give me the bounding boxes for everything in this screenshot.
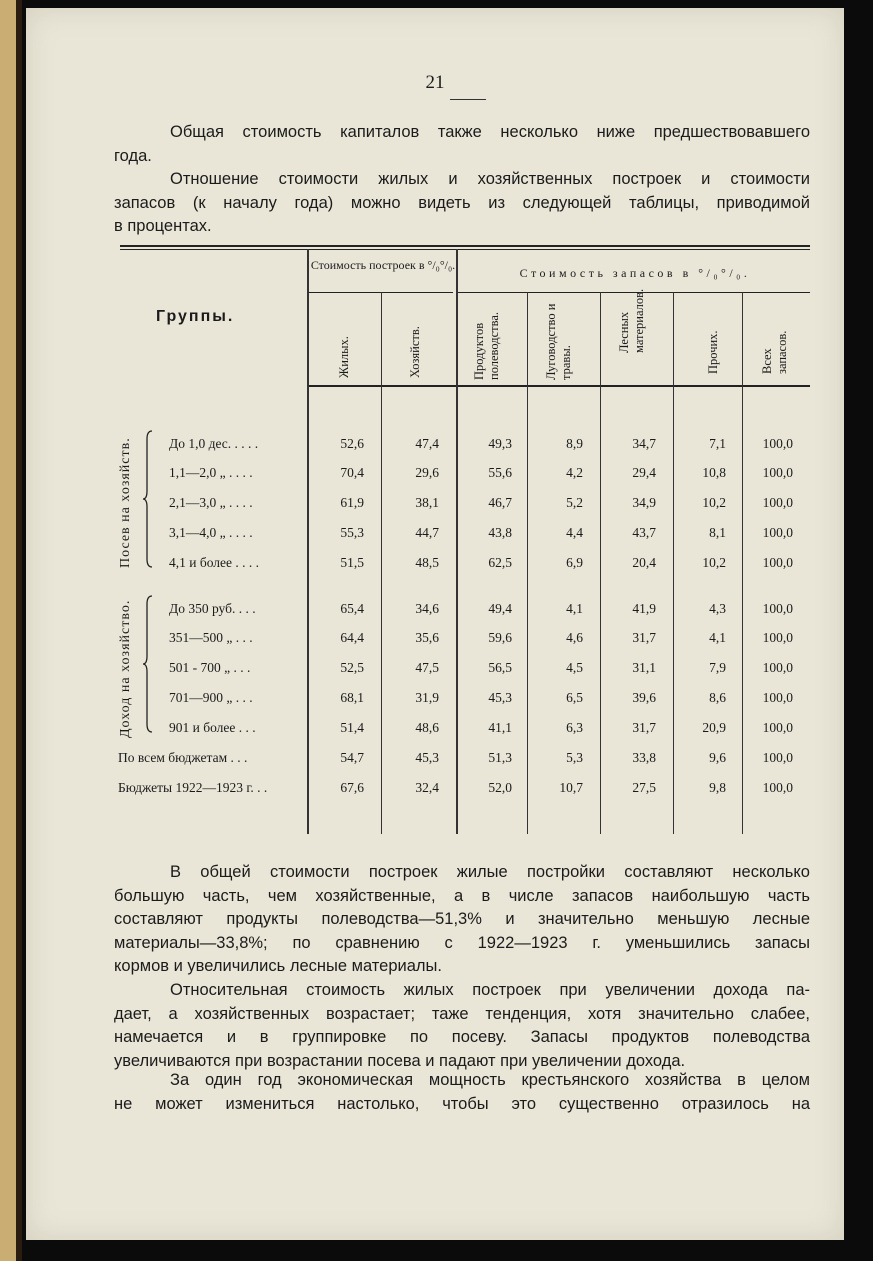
table-cell: 100,0 [762,436,793,451]
col-header-other: Прочих. [706,330,720,374]
text-line: В общей стоимости построек жилые постройки составляют несколько [170,863,810,881]
col-header-residential: Жилых. [337,336,351,378]
groups-header: Группы. [156,308,235,325]
book-page [26,8,844,1240]
row-label: До 350 руб. . . . [169,601,256,616]
table-cell: 8,6 [709,690,726,705]
table-cell: 4,1 [709,630,726,645]
group-label-sowing: Посев на хозяйств. [118,437,133,568]
row-label: 2,1—3,0 „ . . . . [169,495,253,510]
text-line: не может измениться настолько, чтобы это существенно отразилось на [114,1094,810,1113]
table-cell: 4,2 [566,465,583,480]
table-cell: 65,4 [340,601,364,616]
table-cell: 43,7 [632,525,656,540]
book-spine-edge [0,0,22,1261]
row-label: 3,1—4,0 „ . . . . [169,525,253,540]
table-cell: 100,0 [762,750,793,765]
table-cell: 46,7 [488,495,512,510]
table-cell: 51,3 [488,750,512,765]
table-cell: 4,3 [709,601,726,616]
col-header-timber-text: Лесных материалов. [617,288,646,353]
table-cell: 100,0 [762,780,793,795]
table-cell: 100,0 [762,555,793,570]
table-cell: 7,9 [709,660,726,675]
row-label: До 1,0 дес. . . . . [169,436,259,451]
table-cell: 10,2 [702,495,726,510]
table-cell: 52,6 [340,436,364,451]
table-cell: 68,1 [340,690,364,705]
table-cell: 43,8 [488,525,512,540]
table-cell: 10,8 [702,465,726,480]
table-cell: 45,3 [488,690,512,705]
table-cell: 100,0 [762,465,793,480]
col-header-total-stocks-text: Всех запасов. [760,330,789,374]
table-cell: 62,5 [488,555,512,570]
row-label: 501 - 700 „ . . . [169,660,251,675]
table-cell: 38,1 [415,495,439,510]
text-line: года. [114,146,152,165]
text-line: в процентах. [114,217,212,235]
table-cell: 20,4 [632,555,656,570]
text-line: увеличиваются при возрастании посева и падают при увеличении дохода. [114,1051,686,1070]
table-cell: 10,7 [559,780,583,795]
table-top-rule [120,245,810,247]
table-cell: 6,3 [566,720,583,735]
row-label: 901 и более . . . [169,720,256,735]
table-cell: 49,4 [488,601,512,616]
col-divider [456,249,458,834]
group-label-income: Доход на хозяйство. [118,599,133,738]
analysis-paragraph-1 [114,861,810,979]
table-top-rule-thin [120,249,810,250]
table-cell: 10,2 [702,555,726,570]
col-header-farm: Хозяйств. [408,326,422,378]
text-line: дает, а хозяйственных возрастает; таже тенденция, хотя значительно слабее, [114,1004,810,1023]
table-cell: 48,5 [415,555,439,570]
table-cell: 32,4 [415,780,439,795]
table-cell: 4,4 [566,525,583,540]
text-line: материалы—33,8%; по сравнению с 1922—1923 г. уменьшились запасы [114,933,810,952]
text-line: составляют продукты полеводства—51,3% и значительно меньшую лесные [114,910,810,928]
table-cell: 27,5 [632,780,656,795]
table-cell: 100,0 [762,601,793,616]
table-cell: 29,6 [415,465,439,480]
row-label: Бюджеты 1922—1923 г. . . [118,780,268,795]
table-cell: 61,9 [340,495,364,510]
table-cell: 34,6 [415,601,439,616]
table-cell: 34,7 [632,436,656,451]
col-header-total-stocks [760,310,790,374]
group-brace [142,594,156,734]
table-cell: 52,5 [340,660,364,675]
table-cell: 34,9 [632,495,656,510]
col-header-meadow-text: Луговодство и травы. [544,303,573,380]
row-label: 351—500 „ . . . [169,630,253,645]
page-number-underline [450,99,486,100]
table-cell: 51,5 [340,555,364,570]
buildings-header: Стоимость построек в °/₀°/₀. [310,258,456,272]
table-cell: 100,0 [762,660,793,675]
table-cell: 55,6 [488,465,512,480]
table-cell: 48,6 [415,720,439,735]
group-brace [142,429,156,569]
text-line: большую часть, чем хозяйственные, а в числе запасов наибольшую часть [114,886,810,905]
text-line: За один год экономическая мощность крестьянского хозяйства в целом [170,1071,810,1089]
table-cell: 31,9 [415,690,439,705]
text-line: кормов и увеличились лесные материалы. [114,957,442,975]
analysis-paragraph-2 [114,979,810,1073]
table-cell: 55,3 [340,525,364,540]
table-cell: 31,7 [632,720,656,735]
text-line: намечается и в группировке по посеву. Запасы продуктов полеводства [114,1028,810,1046]
table-cell: 4,1 [566,601,583,616]
table-cell: 5,2 [566,495,583,510]
row-label: По всем бюджетам . . . [118,750,248,765]
table-cell: 51,4 [340,720,364,735]
row-label: 4,1 и более . . . . [169,555,260,570]
text-line: Отношение стоимости жилых и хозяйственных построек и стоимости [170,170,810,188]
table-cell: 7,1 [709,436,726,451]
table-cell: 4,5 [566,660,583,675]
table-cell: 39,6 [632,690,656,705]
table-cell: 100,0 [762,630,793,645]
table-cell: 8,9 [566,436,583,451]
text-line: Общая стоимость капиталов также несколько ниже предшествовавшего [170,123,810,141]
table-cell: 41,9 [632,601,656,616]
table-cell: 33,8 [632,750,656,765]
table-cell: 100,0 [762,495,793,510]
table-cell: 9,6 [709,750,726,765]
table-cell: 100,0 [762,720,793,735]
row-label: 701—900 „ . . . [169,690,253,705]
table-cell: 29,4 [632,465,656,480]
table-cell: 52,0 [488,780,512,795]
table-cell: 41,1 [488,720,512,735]
table-cell: 8,1 [709,525,726,540]
table-cell: 44,7 [415,525,439,540]
table-cell: 100,0 [762,690,793,705]
table-cell: 45,3 [415,750,439,765]
table-cell: 100,0 [762,525,793,540]
col-header-meadow [544,292,574,380]
col-header-timber [617,288,647,353]
table-cell: 5,3 [566,750,583,765]
table-cell: 31,7 [632,630,656,645]
table-cell: 6,9 [566,555,583,570]
table-cell: 64,4 [340,630,364,645]
stocks-header: Стоимость запасов в °/₀°/₀. [519,266,751,280]
table-cell: 47,4 [415,436,439,451]
text-line: запасов (к началу года) можно видеть из следующей таблицы, приводимой [114,193,810,212]
col-divider [307,249,309,834]
intro-paragraph [114,121,810,239]
table-cell: 20,9 [702,720,726,735]
col-header-field-products [472,292,502,380]
table-cell: 56,5 [488,660,512,675]
col-header-field-products-text: Продуктов полеводства. [472,311,501,380]
row-label: 1,1—2,0 „ . . . . [169,465,253,480]
table-cell: 49,3 [488,436,512,451]
table-cell: 9,8 [709,780,726,795]
analysis-paragraph-3 [114,1069,810,1116]
table-cell: 35,6 [415,630,439,645]
header-bottom-rule [308,385,810,387]
table-cell: 4,6 [566,630,583,645]
table-cell: 31,1 [632,660,656,675]
table-cell: 59,6 [488,630,512,645]
text-line: Относительная стоимость жилых построек при увеличении дохода па- [170,981,810,999]
table-cell: 70,4 [340,465,364,480]
table-cell: 54,7 [340,750,364,765]
table-cell: 67,6 [340,780,364,795]
page-number: 21 [425,72,445,93]
table-cell: 6,5 [566,690,583,705]
table-cell: 47,5 [415,660,439,675]
